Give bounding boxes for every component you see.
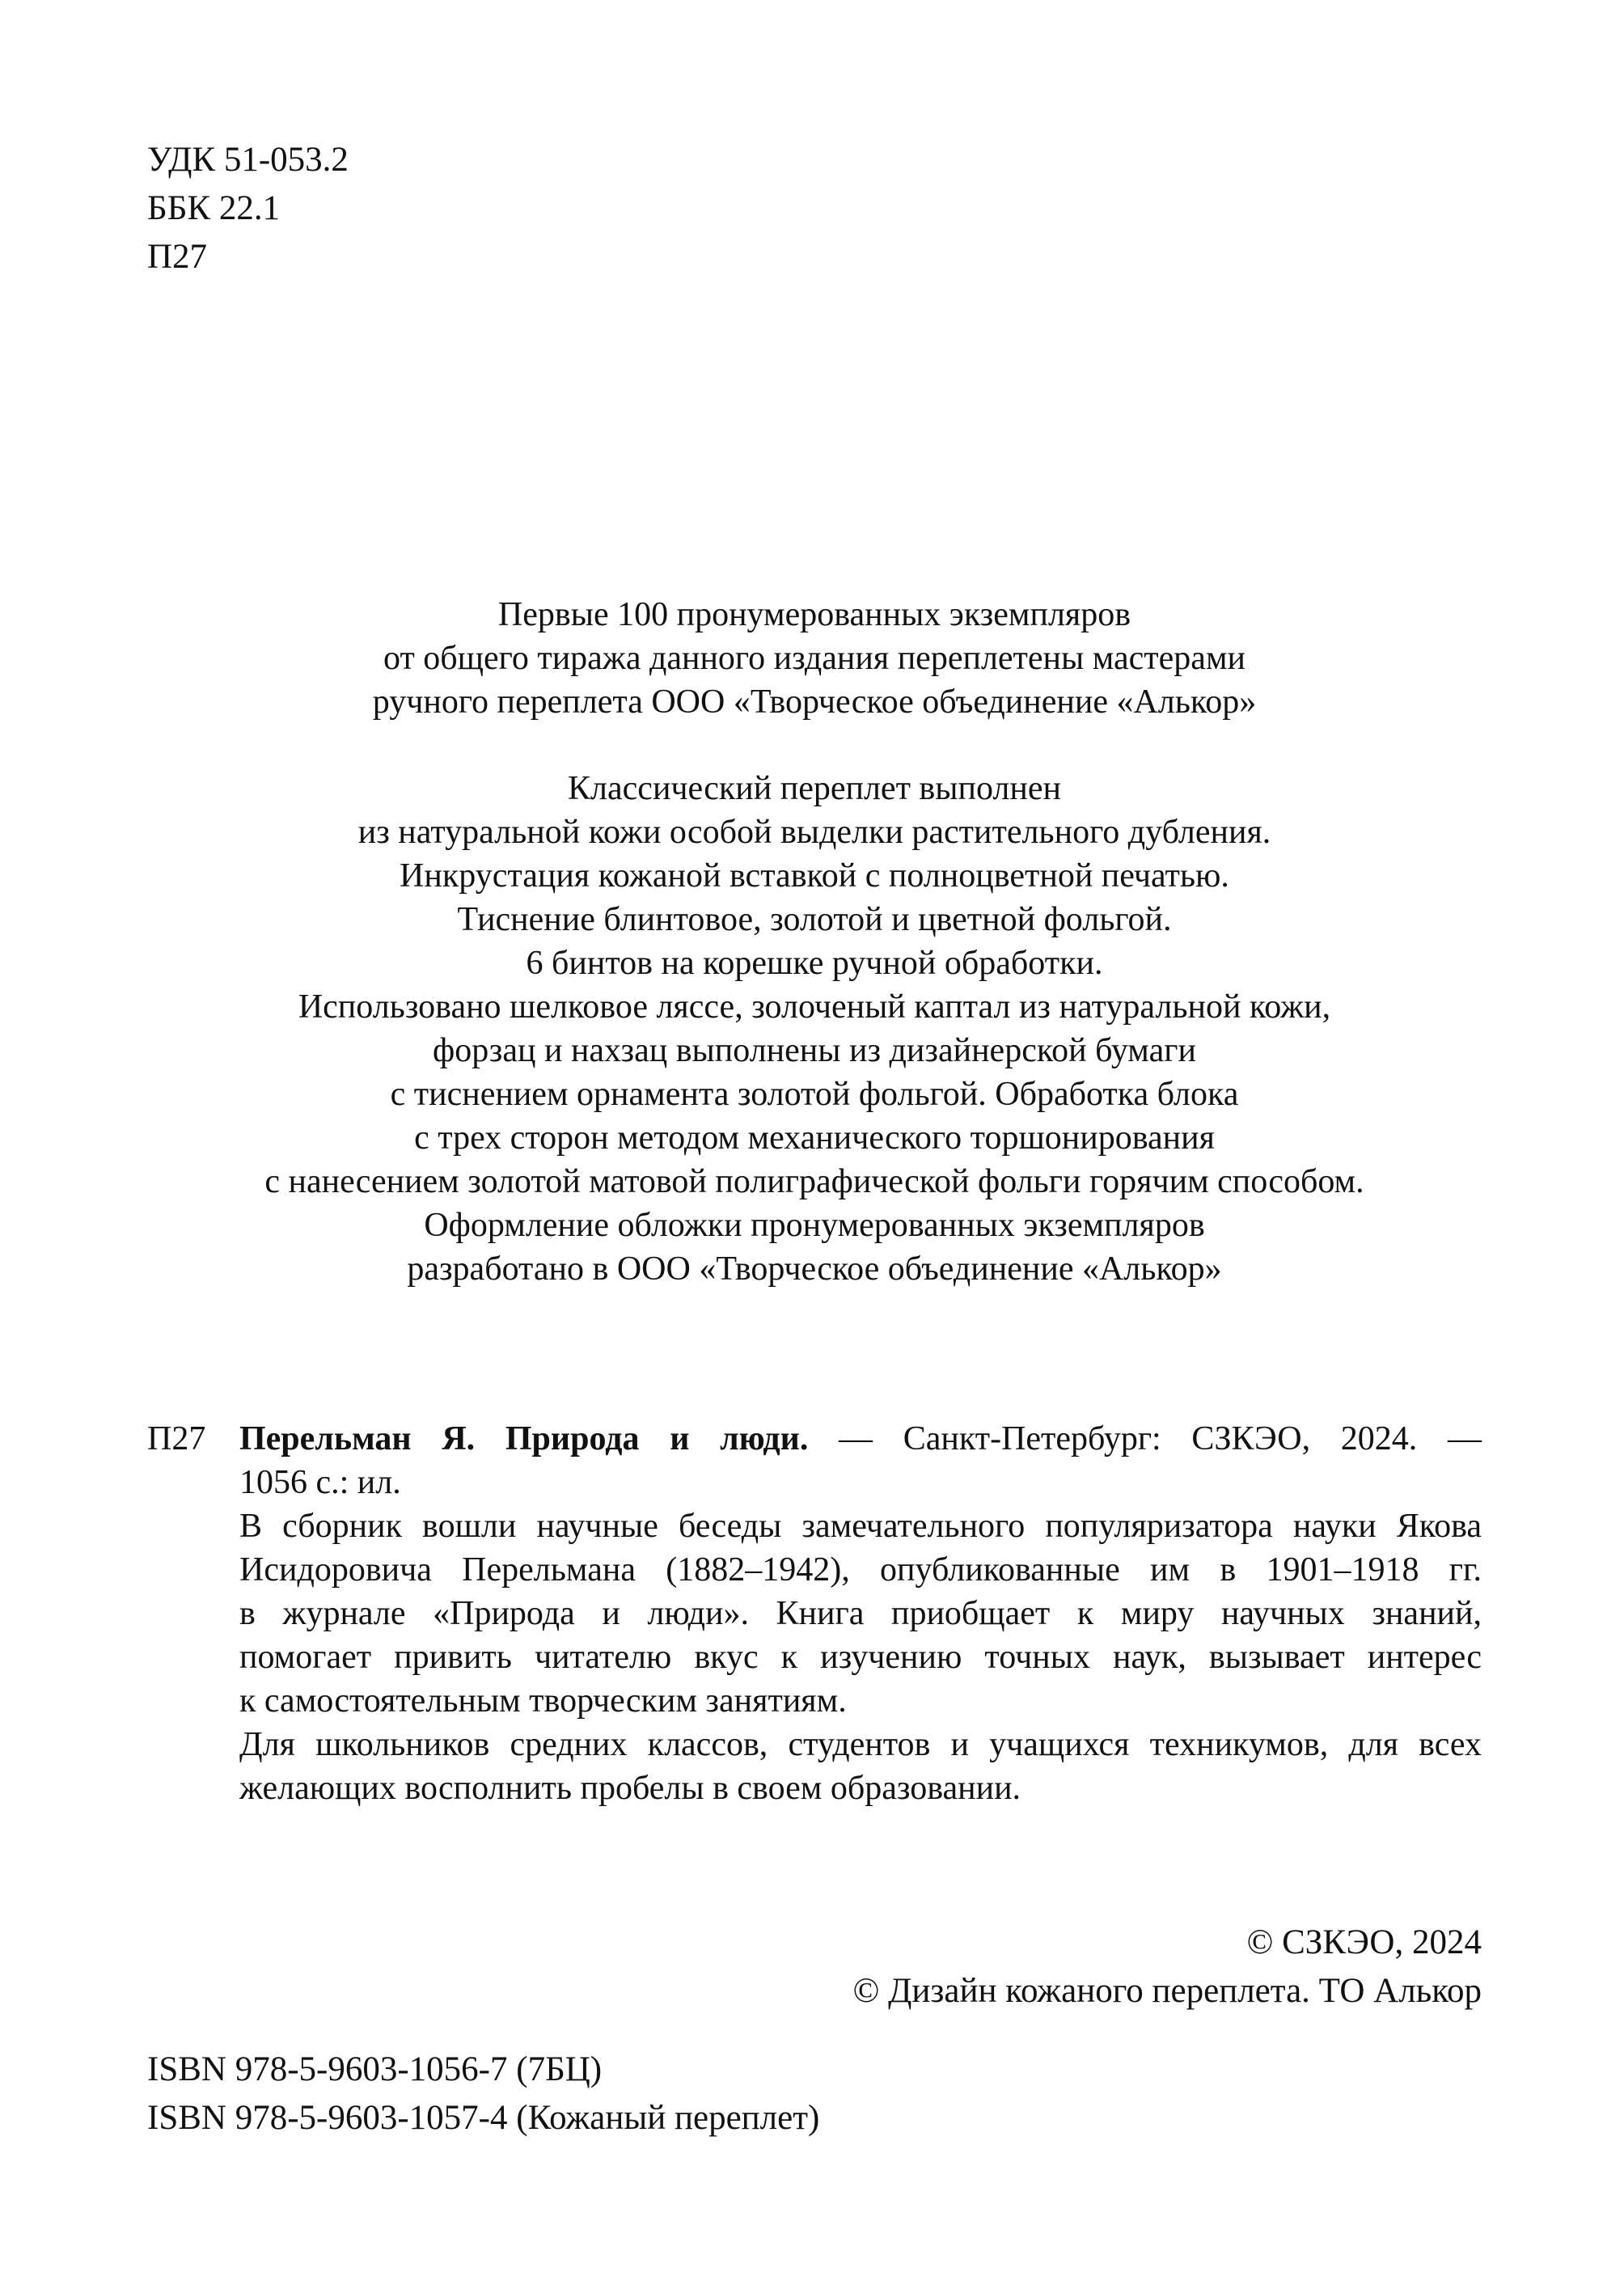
annotation-line: Исидоровича Перельмана (1882–1942), опубликованные им в 1901–1918 гг. — [239, 1551, 1482, 1589]
binding-note-line: разработано в ООО «Творческое объединение «Алькор» — [407, 1250, 1222, 1288]
udk-code: УДК 51-053.2 — [147, 141, 349, 179]
annotation-line: В сборник вошли научные беседы замечательного популяризатора науки Якова — [239, 1508, 1482, 1545]
copyright-notice — [853, 1919, 1482, 2016]
binding-note-line: с тиснением орнамента золотой фольгой. Обработка блока — [390, 1076, 1239, 1113]
binding-note-paragraph-2 — [147, 767, 1482, 1291]
annotation-line: помогает привить читателю вкус к изучению точных наук, вызывает интерес — [239, 1639, 1482, 1676]
binding-note-line: из натуральной кожи особой выделки растительного дубления. — [357, 814, 1271, 851]
bibliographic-code: П27 — [147, 1420, 206, 1457]
bibliographic-title-line — [239, 1417, 1482, 1461]
copyright-line: © Дизайн кожаного переплета. ТО Алькор — [852, 1972, 1482, 2010]
author-mark: П27 — [147, 238, 208, 276]
annotation-line: к самостоятельным творческим занятиям. — [239, 1682, 847, 1720]
copyright-line: © СЗКЭО, 2024 — [1246, 1923, 1482, 1961]
binding-note-line: Инкрустация кожаной вставкой с полноцветной печатью. — [400, 857, 1229, 895]
audience-line: желающих восполнить пробелы в своем образовании. — [239, 1770, 1021, 1807]
isbn-block — [147, 2046, 819, 2143]
binding-note-line: Тиснение блинтовое, золотой и цветной фольгой. — [457, 901, 1172, 938]
isbn-line: ISBN 978-5-9603-1056-7 (7БЦ) — [147, 2050, 603, 2088]
binding-note-line: ручного переплета ООО «Творческое объединение «Алькор» — [372, 683, 1257, 721]
binding-note-line: 6 бинтов на корешке ручной обработки. — [526, 945, 1103, 982]
annotation-line: в журнале «Природа и люди». Книга приобщает к миру научных знаний, — [239, 1595, 1482, 1632]
classification-codes — [147, 136, 349, 281]
page-count: 1056 с.: ил. — [239, 1464, 401, 1501]
binding-note-line: от общего тиража данного издания переплетены мастерами — [383, 640, 1245, 677]
isbn-line: ISBN 978-5-9603-1057-4 (Кожаный переплет) — [147, 2099, 820, 2137]
bbk-code: ББК 22.1 — [147, 189, 281, 227]
binding-note-line: с трех сторон методом механического торшонирования — [414, 1119, 1215, 1157]
binding-note-line: Первые 100 пронумерованных экземпляров — [497, 596, 1131, 633]
bibliographic-text — [239, 1417, 1482, 1810]
binding-note-paragraph-1 — [147, 593, 1482, 724]
binding-note-line: Оформление обложки пронумерованных экземпляров — [424, 1207, 1205, 1244]
binding-note-line: форзац и нахзац выполнены из дизайнерской бумаги — [433, 1032, 1196, 1069]
binding-note-line: с нанесением золотой матовой полиграфической фольги горячим способом. — [264, 1163, 1364, 1200]
binding-note-line: Классический переплет выполнен — [568, 770, 1061, 807]
audience-line: Для школьников средних классов, студентов и учащихся техникумов, для всех — [239, 1726, 1482, 1763]
binding-note-line: Использовано шелковое ляссе, золоченый каптал из натуральной кожи, — [298, 988, 1331, 1026]
book-title: Перельман Я. Природа и люди. — [239, 1420, 809, 1457]
publisher-info: — Санкт-Петербург: СЗКЭО, 2024. — — [808, 1420, 1482, 1457]
